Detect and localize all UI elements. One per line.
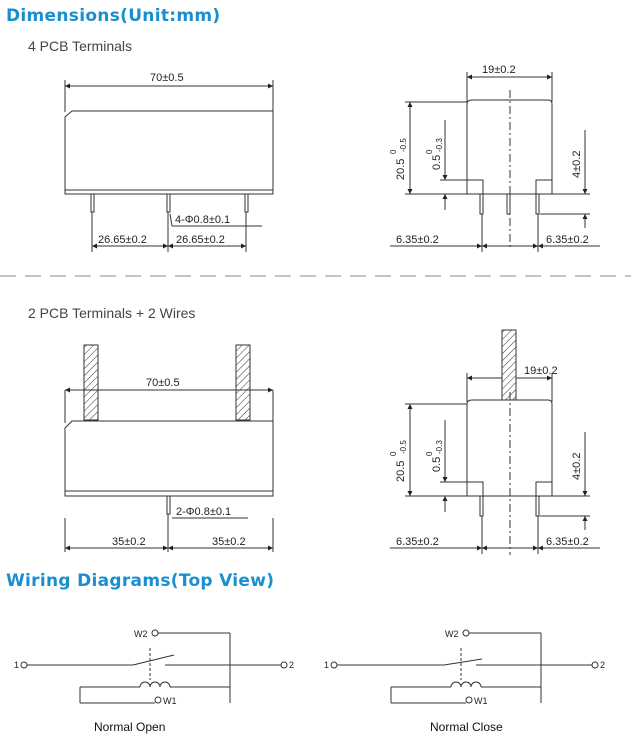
no-w1-label: W1 bbox=[163, 696, 177, 706]
nc-t1-label: 1 bbox=[324, 660, 330, 670]
relay-front-view-4pcb bbox=[65, 80, 273, 252]
no-w2-label: W2 bbox=[134, 629, 148, 639]
wiring-normal-close bbox=[331, 630, 598, 703]
s2-height-tol-bot: -0.5 bbox=[399, 440, 408, 454]
dimensions-heading: Dimensions(Unit:mm) bbox=[6, 6, 221, 26]
s2-pin-off-left-label: 6.35±0.2 bbox=[396, 536, 439, 548]
normal-close-caption: Normal Close bbox=[430, 720, 503, 734]
s2-spacing-right-label: 35±0.2 bbox=[212, 536, 246, 548]
s1-height-tol-top: 0 bbox=[389, 149, 398, 154]
s1-height-tol-bot: -0.5 bbox=[399, 138, 408, 152]
s1-pin-off-left-label: 6.35±0.2 bbox=[396, 234, 439, 246]
s2-side-width-label: 19±0.2 bbox=[524, 365, 558, 377]
section1-subtitle: 4 PCB Terminals bbox=[28, 38, 133, 54]
nc-w1-label: W1 bbox=[474, 696, 488, 706]
s1-pin-off-right-label: 6.35±0.2 bbox=[546, 234, 589, 246]
s2-step-tol-top: 0 bbox=[425, 451, 434, 456]
s1-side-width-label: 19±0.2 bbox=[482, 64, 516, 76]
s2-pin-len-label: 4±0.2 bbox=[571, 452, 583, 480]
s2-width-label: 70±0.5 bbox=[146, 377, 180, 389]
s2-step-label: 0.5 bbox=[431, 456, 443, 472]
s2-pin-off-right-label: 6.35±0.2 bbox=[546, 536, 589, 548]
s1-spacing-right-label: 26.65±0.2 bbox=[176, 234, 225, 246]
s1-width-label: 70±0.5 bbox=[150, 72, 184, 84]
wiring-heading: Wiring Diagrams(Top View) bbox=[6, 571, 275, 591]
normal-open-caption: Normal Open bbox=[94, 720, 166, 734]
s2-spacing-left-label: 35±0.2 bbox=[112, 536, 146, 548]
s1-step-label: 0.5 bbox=[431, 154, 443, 170]
s1-step-tol-top: 0 bbox=[425, 149, 434, 154]
nc-t2-label: 2 bbox=[600, 660, 606, 670]
s1-height-label: 20.5 bbox=[395, 158, 407, 180]
nc-w2-label: W2 bbox=[445, 629, 459, 639]
s1-pin-len-label: 4±0.2 bbox=[571, 150, 583, 178]
no-t1-label: 1 bbox=[14, 660, 20, 670]
relay-side-view-4pcb bbox=[390, 72, 600, 252]
section2-subtitle: 2 PCB Terminals + 2 Wires bbox=[28, 305, 196, 321]
s2-pin-spec-label: 2-Φ0.8±0.1 bbox=[176, 506, 232, 518]
s1-spacing-left-label: 26.65±0.2 bbox=[98, 234, 147, 246]
s2-height-tol-top: 0 bbox=[389, 451, 398, 456]
no-t2-label: 2 bbox=[289, 660, 295, 670]
relay-side-view-2pcb-2wires bbox=[390, 330, 600, 555]
s1-step-tol-bot: -0.3 bbox=[435, 138, 444, 152]
s2-height-label: 20.5 bbox=[395, 460, 407, 482]
wiring-normal-open bbox=[21, 630, 287, 703]
s1-pin-spec-label: 4-Φ0.8±0.1 bbox=[175, 214, 231, 226]
s2-step-tol-bot: -0.3 bbox=[435, 440, 444, 454]
